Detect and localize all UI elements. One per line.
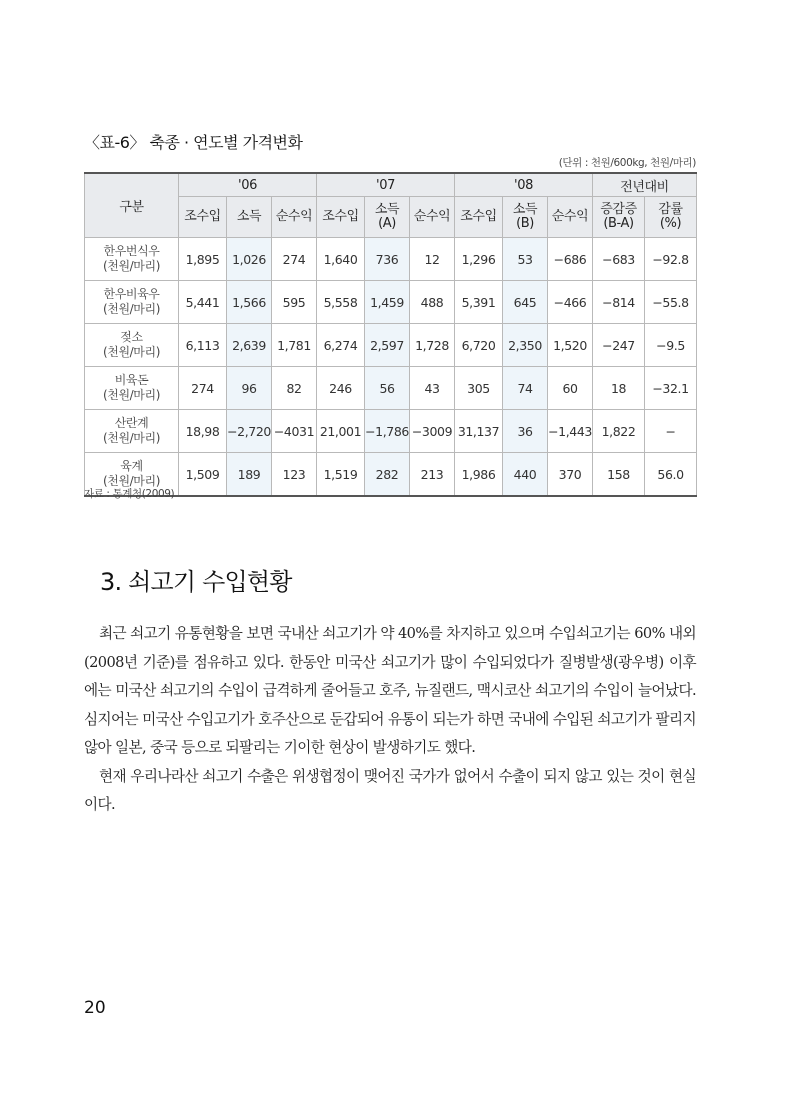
row-label [85,367,179,410]
table-cell: 246 [317,367,365,410]
header-year-08: '08 [455,173,593,197]
table-cell: 488 [410,281,455,324]
table-cell: 96 [227,367,272,410]
header-gross-income-07: 조수입 [317,197,365,238]
table-cell: 56 [365,367,410,410]
header-gross-income-06: 조수입 [179,197,227,238]
table-cell: 736 [365,238,410,281]
header-net-profit-07: 순수익 [410,197,455,238]
table-row [85,281,697,324]
table-row [85,367,697,410]
table-cell: 1,509 [179,453,227,497]
table-cell: 1,781 [272,324,317,367]
table-cell: 282 [365,453,410,497]
table-cell: 60 [548,367,593,410]
table-cell: 31,137 [455,410,503,453]
table-cell: 123 [272,453,317,497]
header-year-06: '06 [179,173,317,197]
table-cell: 595 [272,281,317,324]
table-cell: 5,558 [317,281,365,324]
table-cell: −9.5 [645,324,697,367]
row-unit: (천원/마리) [103,431,160,445]
table-cell: 21,001 [317,410,365,453]
page-number: 20 [84,998,106,1018]
row-label [85,281,179,324]
table-row [85,238,697,281]
header-gross-income-08: 조수입 [455,197,503,238]
table-cell: 2,350 [503,324,548,367]
row-name: 산란계 [114,416,149,430]
paragraph: 최근 쇠고기 유통현황을 보면 국내산 쇠고기가 약 40%를 차지하고 있으며 수입쇠고기는 60% 내외(2008년 기준)를 점유하고 있다. 한동안 미국산 쇠고기가 많이 수입되었다가 질병발생(광우병) 이후에는 미국산 쇠고기의 수입이 급격하게 줄어들고 호주, 뉴질랜드, 맥시코산 쇠고기의 수입이 늘어났다. 심지어는 미국산 수입고기가 호주산으로 둔갑되어 유통이 되는가 하면 국내에 수입된 쇠고기가 팔리지 않아 일본, 중국 등으로 되팔리는 기이한 현상이 발생하기도 했다. [84,625,696,756]
table-row [85,324,697,367]
table-row [85,453,697,497]
row-name: 젖소 [120,330,143,344]
table-cell: −247 [593,324,645,367]
section-heading: 3. 쇠고기 수입현황 [100,568,292,596]
header-year-07: '07 [317,173,455,197]
table-cell: 1,895 [179,238,227,281]
table-cell: 1,519 [317,453,365,497]
table-cell: 43 [410,367,455,410]
row-label [85,238,179,281]
price-table [84,172,697,497]
table-cell: 1,459 [365,281,410,324]
table-cell: 2,639 [227,324,272,367]
table-cell: 1,822 [593,410,645,453]
table-cell: 82 [272,367,317,410]
table-cell: 12 [410,238,455,281]
header-change-rate: 감률 (%) [645,197,697,238]
row-unit: (천원/마리) [103,474,160,488]
row-label [85,410,179,453]
row-unit: (천원/마리) [103,345,160,359]
table-cell: − [645,410,697,453]
body-text [84,620,696,820]
row-name: 비육돈 [114,373,149,387]
table-cell: 1,026 [227,238,272,281]
header-income-07: 소득 (A) [365,197,410,238]
table-cell: 53 [503,238,548,281]
table-cell: 370 [548,453,593,497]
table-row [85,410,697,453]
table-cell: −32.1 [645,367,697,410]
table-cell: 6,274 [317,324,365,367]
table-cell: −92.8 [645,238,697,281]
table-cell: 1,728 [410,324,455,367]
header-change-amount: 증감증 (B-A) [593,197,645,238]
table-cell: −683 [593,238,645,281]
unit-note: (단위 : 천원/600kg, 천원/마리) [558,157,696,169]
row-name: 한우비육우 [103,287,160,301]
source-note: 자료 : 통계청(2009) [84,488,175,500]
table-cell: −686 [548,238,593,281]
table-cell: −466 [548,281,593,324]
table-cell: 274 [179,367,227,410]
table-cell: 440 [503,453,548,497]
table-cell: −4031 [272,410,317,453]
header-year-over-year: 전년대비 [593,173,697,197]
table-cell: 18,98 [179,410,227,453]
table-cell: −814 [593,281,645,324]
table-cell: 1,566 [227,281,272,324]
table-cell: 74 [503,367,548,410]
row-name: 한우번식우 [103,244,160,258]
table-caption: 〈표-6〉 축종 · 연도별 가격변화 [84,133,303,152]
table-cell: 645 [503,281,548,324]
table-cell: 189 [227,453,272,497]
header-net-profit-06: 순수익 [272,197,317,238]
row-unit: (천원/마리) [103,259,160,273]
row-name: 육계 [120,459,143,473]
table-cell: 213 [410,453,455,497]
table-cell: 274 [272,238,317,281]
table-cell: 36 [503,410,548,453]
table-cell: 5,391 [455,281,503,324]
header-income-06: 소득 [227,197,272,238]
table-cell: 6,720 [455,324,503,367]
header-income-08: 소득 (B) [503,197,548,238]
table-cell: 158 [593,453,645,497]
table-cell: 6,113 [179,324,227,367]
table-cell: 1,986 [455,453,503,497]
row-label [85,324,179,367]
table-cell: 56.0 [645,453,697,497]
table-cell: −3009 [410,410,455,453]
paragraph: 현재 우리나라산 쇠고기 수출은 위생협정이 맺어진 국가가 없어서 수출이 되지 않고 있는 것이 현실이다. [84,767,696,813]
table-cell: 1,640 [317,238,365,281]
table-cell: 1,296 [455,238,503,281]
table-cell: −1,443 [548,410,593,453]
table-cell: 1,520 [548,324,593,367]
table-cell: 2,597 [365,324,410,367]
row-unit: (천원/마리) [103,302,160,316]
table-cell: 5,441 [179,281,227,324]
table-cell: −2,720 [227,410,272,453]
header-category: 구분 [85,173,179,238]
header-net-profit-08: 순수익 [548,197,593,238]
table-cell: 305 [455,367,503,410]
table-cell: −55.8 [645,281,697,324]
row-unit: (천원/마리) [103,388,160,402]
table-cell: −1,786 [365,410,410,453]
table-cell: 18 [593,367,645,410]
